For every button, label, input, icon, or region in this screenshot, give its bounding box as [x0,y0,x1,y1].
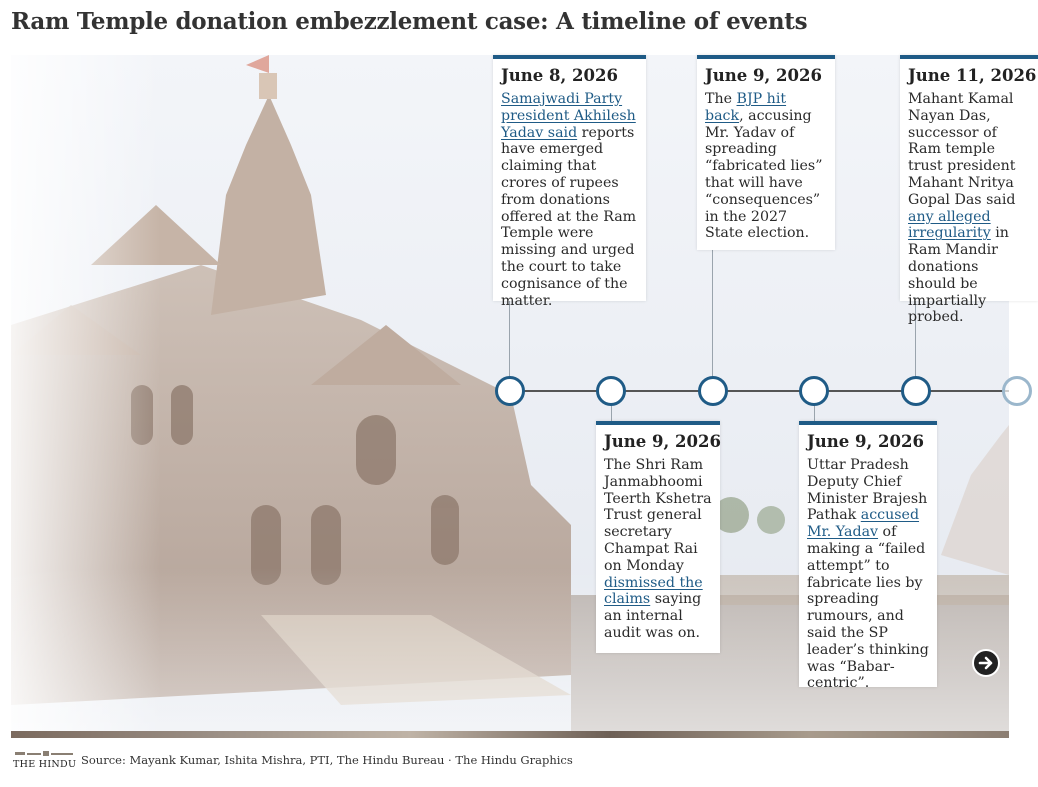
event-link[interactable]: Samajwadi Party president Akhilesh Yadav said [501,91,636,141]
connector-2 [611,405,612,422]
event-date: June 8, 2026 [501,66,618,85]
timeline-node[interactable] [799,376,829,406]
event-text: The Shri Ram Janmabhoomi Teerth Kshetra Trust general secretary Champat Rai on Monday dismissed the claims saying an internal audit was on. [604,457,712,641]
source-credit: Source: Mayank Kumar, Ishita Mishra, PTI, The Hindu Bureau · The Hindu Graphics [81,753,573,767]
logo-text: THE HINDU [13,759,77,770]
timeline-node[interactable] [495,376,525,406]
image-bottom-strip [11,731,1009,738]
event-text: Uttar Pradesh Deputy Chief Minister Brajesh Pathak accused Mr. Yadav of making a “failed attempt” to fabricate lies by spreading rumours, and said the SP leader’s thinking was “Babar-centric”. [807,457,929,692]
event-card [493,55,646,309]
event-text: Samajwadi Party president Akhilesh Yadav said reports have emerged claiming that crores of rupees from donations offered at the Ram Temple were missing and urged the court to take cognisance of the matter. [501,91,637,309]
connector-4 [814,405,815,422]
event-card [697,55,835,250]
arrow-right-circle-icon [976,653,996,673]
event-date: June 11, 2026 [908,66,1037,85]
timeline-node[interactable] [698,376,728,406]
timeline-node[interactable] [1002,376,1032,406]
event-link[interactable]: BJP hit back [705,91,787,124]
timeline-axis [509,390,1009,392]
footer [13,748,1003,774]
event-date: June 9, 2026 [705,66,822,85]
timeline-node[interactable] [901,376,931,406]
event-link[interactable]: dismissed the claims [604,574,703,608]
timeline-node[interactable] [596,376,626,406]
event-link[interactable]: any alleged irregularity [908,208,991,242]
connector-1 [509,301,510,377]
event-text: Mahant Kamal Nayan Das, successor of Ram temple trust president Mahant Nritya Gopal Das said any alleged irregularity in Ram Mandir donations should be impartially probed. [908,91,1016,326]
page-title: Ram Temple donation embezzlement case: A timeline of events [11,8,808,35]
event-card [596,421,720,653]
connector-3 [712,250,713,377]
event-link[interactable]: accused Mr. Yadav [807,507,920,541]
event-card [799,421,937,692]
event-date: June 9, 2026 [807,432,924,451]
timeline-graphic [11,55,1037,738]
the-hindu-logo [13,748,77,772]
event-text: The BJP hit back, accusing Mr. Yadav of spreading “fabricated lies” that will have “consequences” in the 2027 State election. [705,91,823,242]
event-card [900,55,1038,326]
event-date: June 9, 2026 [604,432,721,451]
next-arrow-button[interactable] [972,649,1000,677]
